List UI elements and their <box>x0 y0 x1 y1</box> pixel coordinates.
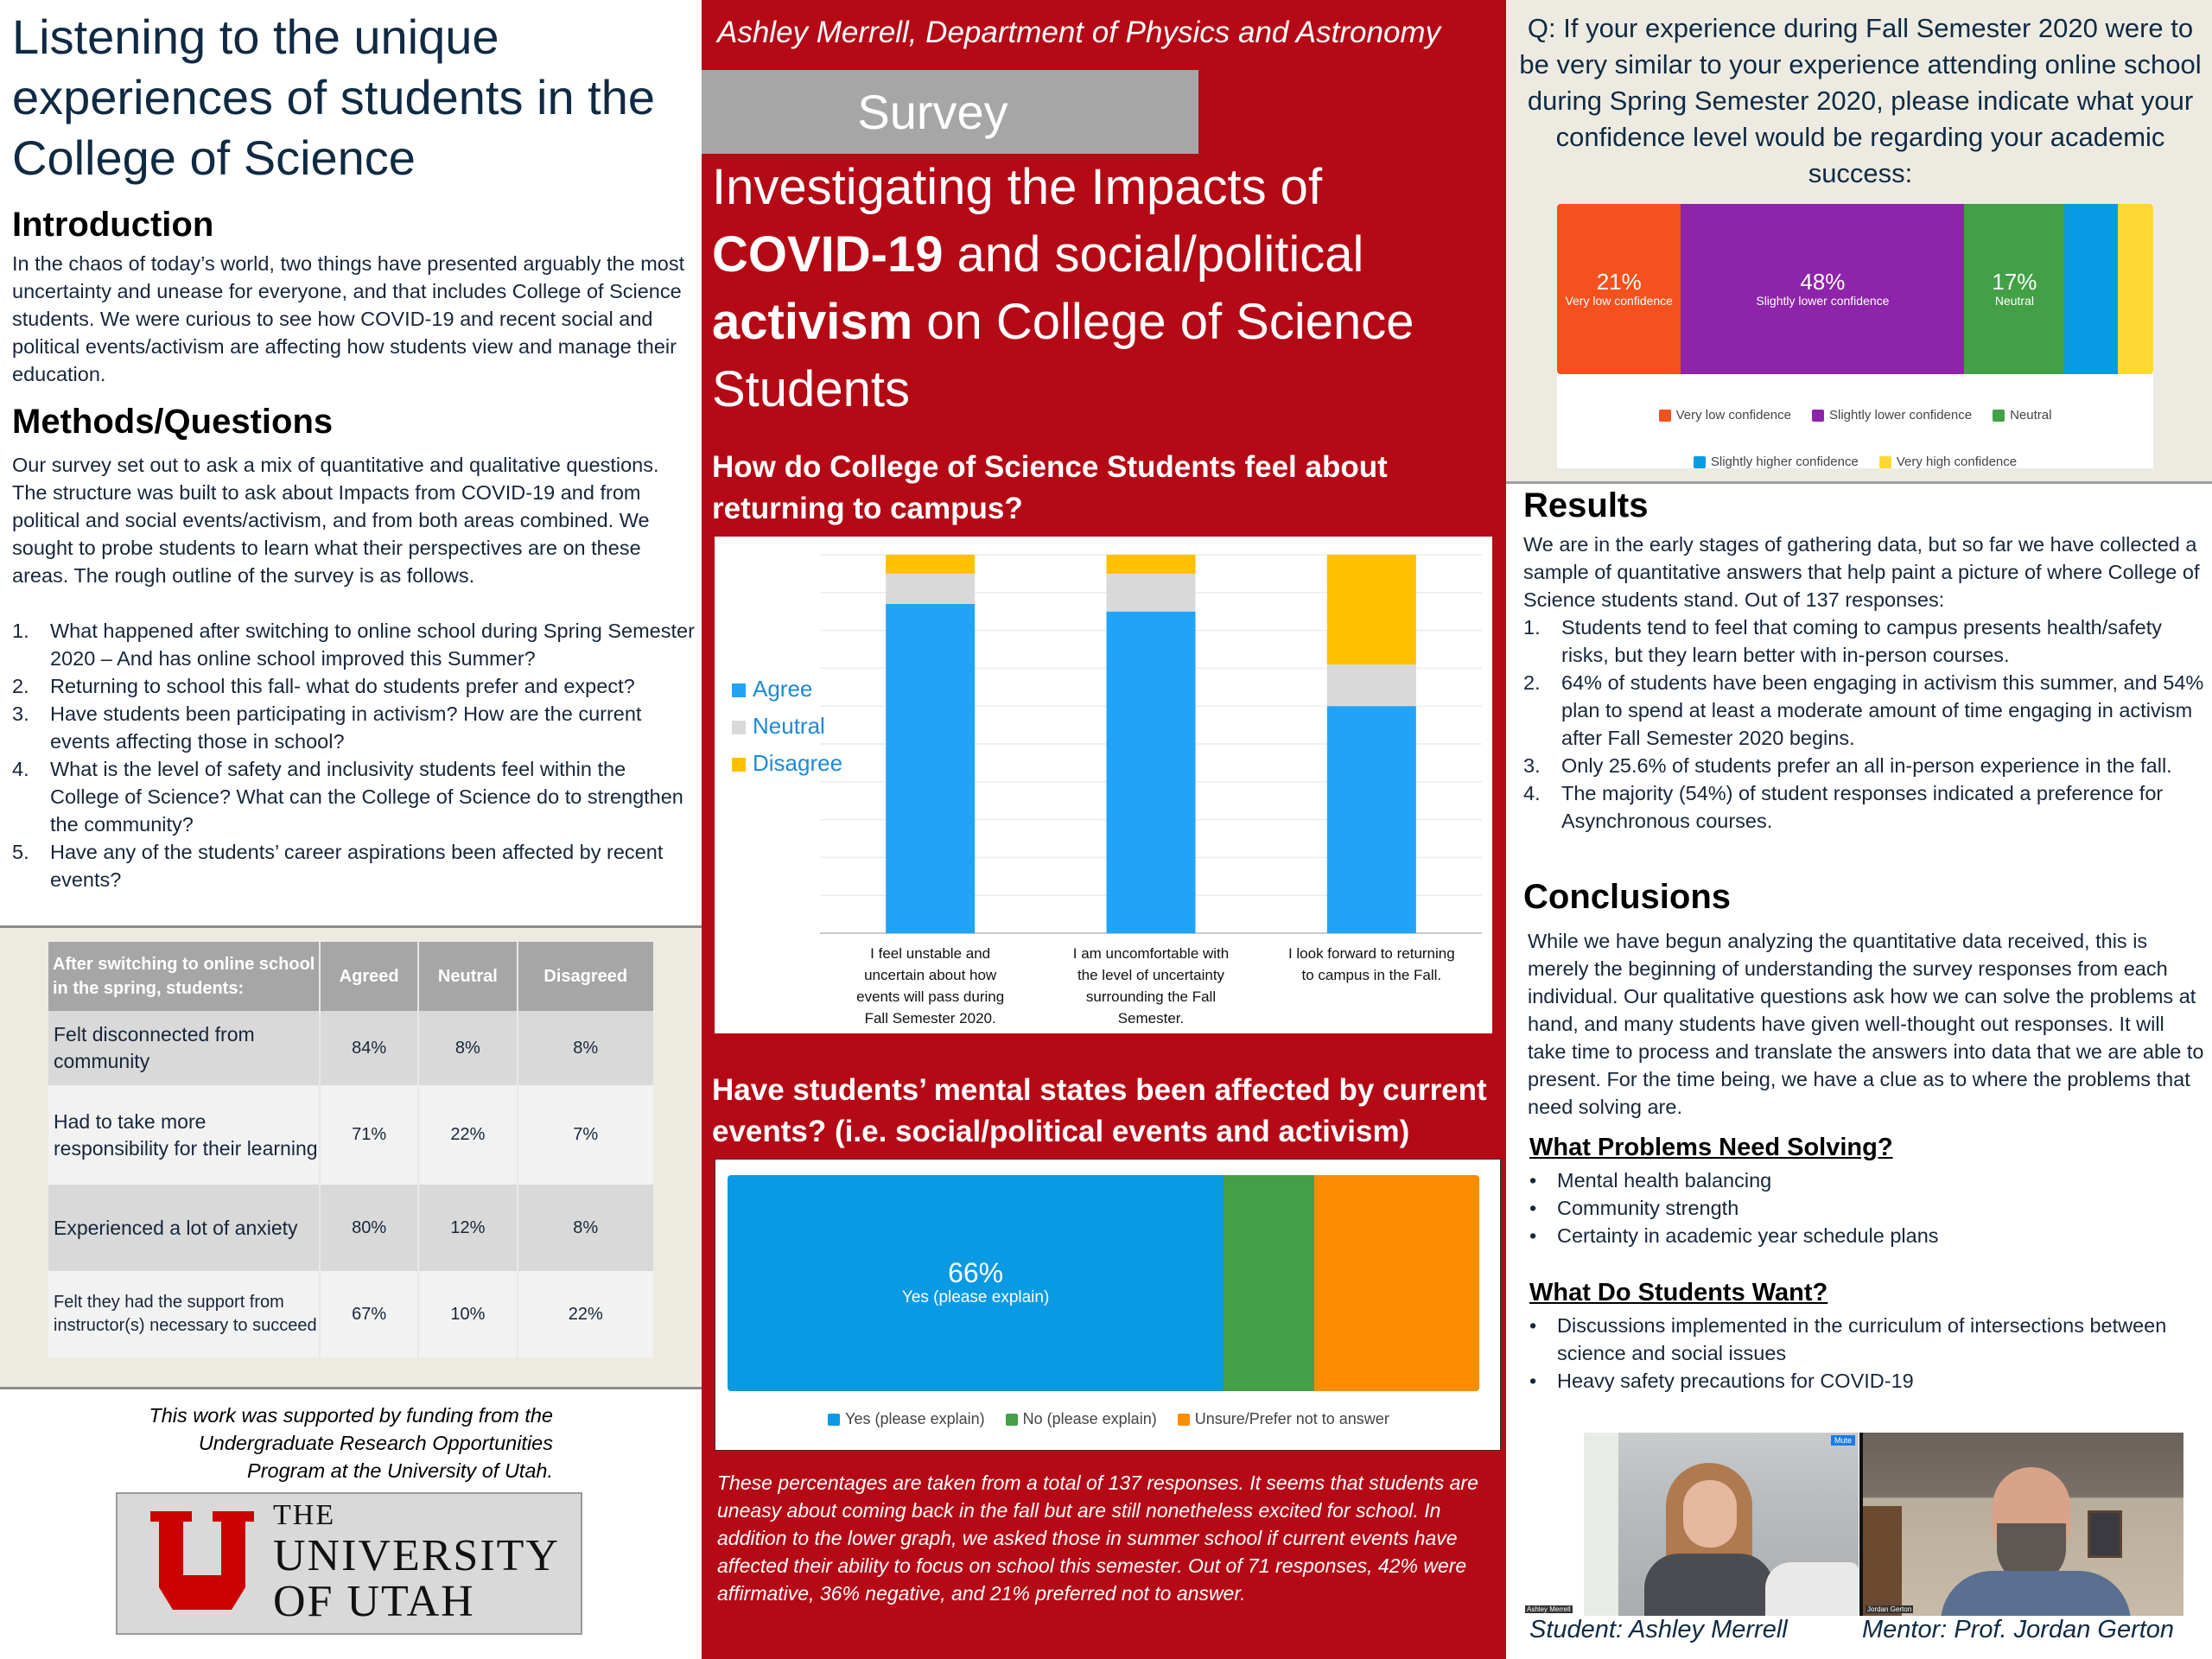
table-cell: Felt disconnected from community <box>48 1011 320 1085</box>
segment-label: Yes (please explain) <box>901 1287 1050 1306</box>
legend-label: No (please explain) <box>1022 1410 1157 1427</box>
x-tick-label: I look forward to returning to campus in the Fall. <box>1287 945 1455 983</box>
legend-swatch <box>1694 456 1706 468</box>
segment-percent: 17% <box>1992 268 2037 295</box>
bar-segment <box>2118 204 2153 374</box>
item-text: Students tend to feel that coming to campus presents health/safety risks, but they learn better with in-person courses. <box>1561 616 2162 666</box>
wants-heading: What Do Students Want? <box>1529 1279 1828 1306</box>
legend-item <box>1694 454 1859 469</box>
list-item <box>1523 752 2206 779</box>
bar-segment-neutral <box>886 574 975 604</box>
block-u-icon <box>150 1511 254 1615</box>
table-header: After switching to online school in the spring, students: <box>48 942 320 1011</box>
stacked-bar <box>728 1175 1479 1391</box>
item-text: Have any of the students’ career aspirations been affected by recent events? <box>50 841 664 891</box>
stacked-bar <box>1557 204 2153 374</box>
list-item <box>1528 1367 2206 1395</box>
legend-label: Slightly higher confidence <box>1710 454 1859 469</box>
item-number: 3. <box>1523 754 1541 777</box>
introduction-heading: Introduction <box>12 206 214 244</box>
bullet-icon: • <box>1529 1370 1537 1392</box>
legend-item <box>1879 454 2017 469</box>
legend-item <box>1006 1410 1157 1427</box>
returning-campus-chart <box>715 537 1492 1033</box>
table-cell: 10% <box>418 1271 517 1357</box>
author-line: Ashley Merrell, Department of Physics and Astronomy <box>717 16 1441 49</box>
list-item <box>12 755 695 838</box>
table-cell: 8% <box>418 1011 517 1085</box>
results-list <box>1523 613 2206 835</box>
center-column <box>702 0 1506 1659</box>
table-row <box>48 1085 653 1185</box>
list-item <box>1528 1166 2206 1194</box>
bar-segment-agree <box>1107 612 1196 933</box>
table-cell: Felt they had the support from instructor(s) necessary to succeed <box>48 1271 320 1357</box>
table-cell: 22% <box>518 1271 654 1357</box>
conclusions-text: While we have begun analyzing the quantitative data received, this is merely the beginning of understanding the survey responses from each individual. Our qualitative questions ask how we can solve the problems at hand, and many students have given well-thought out responses. It will take time to process and translate the answers into data that we are able to present. For the time being, we have a clue as to where the problems that need solving are. <box>1528 930 2204 1118</box>
legend-item <box>1178 1410 1389 1427</box>
legend-item <box>828 1410 984 1427</box>
table-cell: 22% <box>418 1085 517 1185</box>
segment-label: Slightly lower confidence <box>1756 294 1890 308</box>
legend-label: Very high confidence <box>1896 454 2018 469</box>
bar-segment <box>1224 1175 1313 1391</box>
segment-label: Neutral <box>1994 294 2034 308</box>
bar-segment <box>728 1175 1224 1391</box>
legend-item <box>732 708 842 745</box>
item-text: Certainty in academic year schedule plans <box>1557 1224 1939 1247</box>
mental-states-question: Have students’ mental states been affected by current events? (i.e. social/political events and activism) <box>712 1073 1487 1148</box>
legend-swatch <box>732 758 746 772</box>
table-header: Disagreed <box>518 942 654 1011</box>
item-text: Discussions implemented in the curriculum of intersections between science and social issues <box>1557 1314 2167 1364</box>
confidence-panel <box>1506 0 2212 484</box>
mentor-caption: Mentor: Prof. Jordan Gerton <box>1862 1616 2175 1643</box>
table-header: Neutral <box>418 942 517 1011</box>
table-cell: Had to take more responsibility for their learning <box>48 1085 320 1185</box>
segment-percent: 48% <box>1800 268 1846 295</box>
window-light <box>1584 1433 1618 1616</box>
bar-segment-neutral <box>1327 664 1416 706</box>
title-text: Investigating the Impacts of <box>712 159 1323 215</box>
item-number: 4. <box>12 758 29 780</box>
student-photo <box>1584 1433 1859 1616</box>
legend-item <box>1993 408 2051 423</box>
bar-segment-disagree <box>1327 555 1416 664</box>
student-caption: Student: Ashley Merrell <box>1529 1616 1788 1643</box>
student-sweatshirt <box>1644 1554 1774 1616</box>
bullet-icon: • <box>1529 1169 1537 1192</box>
x-tick-label: I am uncomfortable with the level of uncertainty surrounding the Fall Semester. <box>1072 945 1230 1027</box>
survey-questions-list <box>12 617 695 893</box>
university-of-utah-logo <box>116 1492 582 1635</box>
logo-text-of-utah: OF UTAH <box>273 1577 475 1626</box>
problems-list <box>1528 1166 2206 1249</box>
list-item <box>1523 613 2206 669</box>
legend-swatch <box>1993 410 2005 422</box>
table-cell: 84% <box>320 1011 418 1085</box>
table-cell: Experienced a lot of anxiety <box>48 1185 320 1271</box>
item-text: Only 25.6% of students prefer an all in-person experience in the fall. <box>1561 754 2172 777</box>
table-cell: 71% <box>320 1085 418 1185</box>
title-text: and social/political <box>943 226 1364 283</box>
introduction-text: In the chaos of today’s world, two things have presented arguably the most uncertainty and unease for everyone, and that includes College of Science students. We were curious to see how COVID-19 and recent social and political events/activism are affecting how students view and manage their education. <box>12 252 685 385</box>
bullet-icon: • <box>1529 1197 1537 1219</box>
legend-swatch <box>828 1414 840 1426</box>
poster-title: Listening to the unique experiences of students in the College of Science <box>12 10 656 185</box>
list-item <box>1523 669 2206 752</box>
student-name-tag: Ashley Merrell <box>1527 1605 1571 1613</box>
title-bold-covid: COVID-19 <box>712 226 944 283</box>
bar-segment <box>2064 204 2117 374</box>
segment-percent: 66% <box>948 1257 1004 1289</box>
study-title <box>712 154 1490 423</box>
legend-swatch <box>1659 410 1671 422</box>
table-cell: 67% <box>320 1271 418 1357</box>
bullet-icon: • <box>1529 1314 1537 1337</box>
item-number: 1. <box>1523 616 1541 639</box>
item-number: 5. <box>12 841 29 863</box>
list-item <box>1528 1312 2206 1367</box>
chart-legend <box>715 1410 1502 1428</box>
item-text: Heavy safety precautions for COVID-19 <box>1557 1370 1914 1392</box>
bar-segment-agree <box>886 604 975 933</box>
legend-item <box>732 745 842 782</box>
results-table-panel <box>0 925 702 1389</box>
legend-swatch <box>1006 1414 1018 1426</box>
bar-segment-neutral <box>1107 574 1196 612</box>
item-text: Have students been participating in activism? How are the current events affecting those in school? <box>50 702 642 753</box>
list-item <box>1528 1222 2206 1249</box>
bar-segment-disagree <box>1107 555 1196 574</box>
table-cell: 80% <box>320 1185 418 1271</box>
confidence-chart <box>1557 204 2153 468</box>
bullet-icon: • <box>1529 1224 1537 1247</box>
chart-legend <box>1557 392 2153 486</box>
legend-row <box>1557 392 2153 439</box>
bar-segment <box>1681 204 1964 374</box>
methods-heading: Methods/Questions <box>12 403 334 441</box>
legend-item <box>732 671 842 708</box>
table-cell: 12% <box>418 1185 517 1271</box>
problems-heading: What Problems Need Solving? <box>1529 1134 1893 1161</box>
bar-segment-disagree <box>886 555 975 574</box>
legend-label: Slightly lower confidence <box>1828 408 1973 423</box>
list-item <box>12 617 695 672</box>
legend-label: Neutral <box>2010 408 2052 423</box>
item-text: The majority (54%) of student responses indicated a preference for Asynchronous courses. <box>1561 782 2164 832</box>
legend-swatch <box>1812 410 1824 422</box>
list-item <box>12 672 695 700</box>
mentor-photo <box>1863 1433 2183 1616</box>
wants-list <box>1528 1312 2206 1395</box>
funding-acknowledgement: This work was supported by funding from the Undergraduate Research Opportunities Program at the University of Utah. <box>149 1404 553 1482</box>
legend-label: Disagree <box>753 750 843 776</box>
item-number: 2. <box>1523 671 1541 694</box>
list-item <box>1528 1194 2206 1222</box>
legend-swatch <box>1879 456 1891 468</box>
bar-segment <box>1964 204 2064 374</box>
right-column <box>1506 0 2212 1659</box>
item-text: 64% of students have been engaging in activism this summer, and 54% plan to spend at least a moderate amount of time engaging in activism after Fall Semester 2020 begins. <box>1561 671 2204 749</box>
bar-segment <box>1557 204 1681 374</box>
item-text: Community strength <box>1557 1197 1739 1219</box>
mute-button[interactable]: Mute <box>1831 1435 1855 1446</box>
legend-label: Very low confidence <box>1675 408 1791 423</box>
title-bold-activism: activism <box>712 294 913 350</box>
item-text: What is the level of safety and inclusivity students feel within the College of Science? What can the College of Science do to strengthen the community? <box>50 758 683 836</box>
x-tick-label: I feel unstable and uncertain about how events will pass during Fall Semester 2020. <box>856 945 1005 1027</box>
legend-label: Yes (please explain) <box>845 1410 985 1427</box>
mentor-shirt <box>1941 1571 2131 1616</box>
legend-item <box>1812 408 1972 423</box>
bar-segment <box>1314 1175 1479 1391</box>
legend-swatch <box>732 721 746 734</box>
legend-row <box>1557 439 2153 486</box>
methods-text: Our survey set out to ask a mix of quantitative and qualitative questions. The structure was built to ask about Impacts from COVID-19 and from political and social events/activism, and from both areas combined. We sought to probe students to learn what their perspectives are on these areas. The rough outline of the survey is as follows. <box>12 454 659 587</box>
table-cell: 8% <box>518 1185 654 1271</box>
title-text: on College of Science Students <box>712 294 1414 417</box>
table-cell: 7% <box>518 1085 654 1185</box>
legend-label: Agree <box>753 676 813 702</box>
table-header-row <box>48 942 653 1011</box>
findings-note: These percentages are taken from a total of 137 responses. It seems that students are uneasy about coming back in the fall but are still nonetheless excited for school. In addition to the lower graph, we asked those in summer school if current events have affected their ability to focus on school this semester. Out of 71 responses, 42% were affirmative, 36% negative, and 21% preferred not to answer. <box>717 1471 1478 1605</box>
spring-online-table <box>48 942 653 1357</box>
returning-to-campus-question: How do College of Science Students feel about returning to campus? <box>712 450 1388 525</box>
table-row <box>48 1011 653 1085</box>
item-text: What happened after switching to online school during Spring Semester 2020 – And has online school improved this Summer? <box>50 620 695 670</box>
chart-legend <box>732 671 842 782</box>
left-column <box>0 0 702 1659</box>
legend-item <box>1659 408 1791 423</box>
item-number: 4. <box>1523 782 1541 804</box>
logo-text-the: THE <box>273 1499 336 1531</box>
student-face <box>1683 1480 1737 1548</box>
item-number: 3. <box>12 702 29 725</box>
list-item <box>12 700 695 755</box>
item-number: 1. <box>12 620 29 642</box>
window-frame <box>1863 1506 1902 1616</box>
item-text: Returning to school this fall- what do students prefer and expect? <box>50 675 635 697</box>
list-item <box>1523 779 2206 835</box>
legend-label: Unsure/Prefer not to answer <box>1194 1410 1389 1427</box>
item-text: Mental health balancing <box>1557 1169 1772 1192</box>
table-row <box>48 1185 653 1271</box>
item-number: 2. <box>12 675 29 697</box>
segment-percent: 21% <box>1596 268 1642 295</box>
results-text: We are in the early stages of gathering data, but so far we have collected a sample of quantitative answers that help paint a picture of where College of Science students stand. Out of 137 responses: <box>1523 533 2200 611</box>
table-row <box>48 1271 653 1357</box>
mentor-name-tag: Jordan Gerton <box>1867 1605 1912 1613</box>
list-item <box>12 838 695 893</box>
logo-text-university: UNIVERSITY <box>273 1531 560 1580</box>
bar-segment-agree <box>1327 706 1416 933</box>
table-header: Agreed <box>320 942 418 1011</box>
segment-label: Very low confidence <box>1565 294 1673 308</box>
legend-swatch <box>732 683 746 697</box>
conclusions-heading: Conclusions <box>1523 878 1732 916</box>
table-cell: 8% <box>518 1011 654 1085</box>
wall-painting <box>2088 1510 2122 1558</box>
results-heading: Results <box>1523 486 1649 524</box>
survey-label: Survey <box>857 85 1008 139</box>
legend-row <box>715 1410 1502 1428</box>
blanket <box>1765 1562 1859 1616</box>
legend-label: Neutral <box>753 713 825 739</box>
confidence-question: Q: If your experience during Fall Semester 2020 were to be very similar to your experience attending online school during Spring Semester 2020, please indicate what your confidence level would be regarding your academic success: <box>1519 13 2202 188</box>
survey-banner <box>702 70 1198 154</box>
mental-states-chart <box>715 1159 1501 1451</box>
legend-swatch <box>1178 1414 1190 1426</box>
